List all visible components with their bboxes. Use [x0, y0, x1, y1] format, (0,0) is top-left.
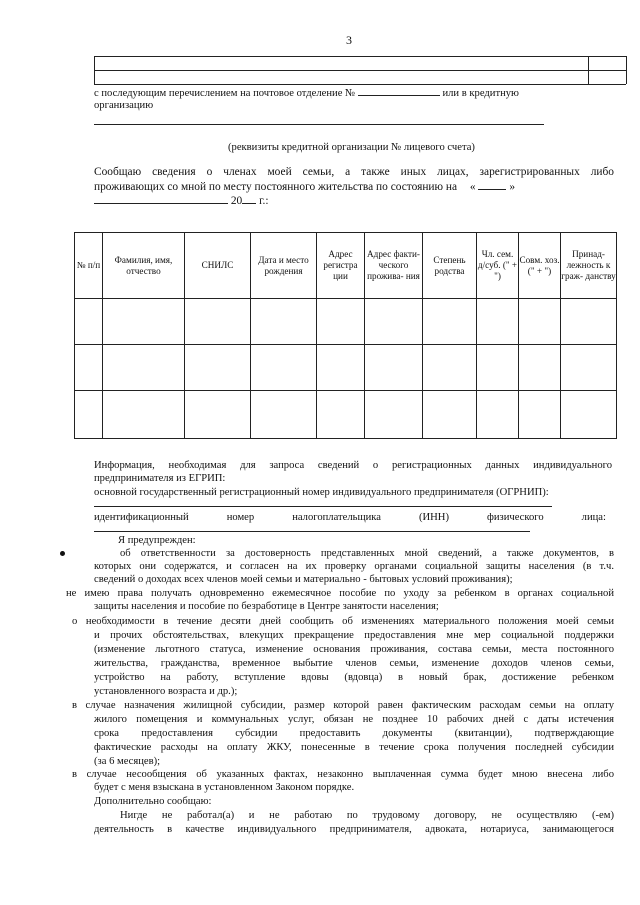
table-cell[interactable] [365, 345, 423, 391]
table-cell[interactable] [75, 299, 103, 345]
warning-item-1-line-3: сведений о доходах всех членов моей семьи и материально - бытовых условий проживания); [94, 574, 513, 585]
header-cell: Фамилия, имя, отчество [103, 233, 185, 299]
table-cell[interactable] [251, 299, 317, 345]
table-cell[interactable] [519, 391, 561, 439]
table-cell[interactable] [423, 345, 477, 391]
warning-item-3-line-5: устройство на работу, вступление вдовы (вдовца) в новый брак, достижение ребенком [94, 672, 614, 683]
table-cell[interactable] [365, 391, 423, 439]
ogrnip-blank[interactable] [94, 506, 552, 507]
warning-item-2-line-1: не имею права получать одновременно ежемесячное пособие по уходу за ребенком в органах социальной [66, 588, 614, 599]
warning-item-3-line-1: о необходимости в течение десяти дней сообщить об изменениях материального положения моей семьи [72, 616, 614, 627]
egrip-line-2: предпринимателя из ЕГРИП: [94, 473, 226, 484]
warning-item-2-line-2: защиты населения и пособие по безработице в Центре занятости населения; [94, 601, 439, 612]
credit-org-blank[interactable] [94, 124, 544, 125]
header-cell: Чл. сем. д/суб. (" + ") [477, 233, 519, 299]
header-cell: Принад- лежность к граж- данству [561, 233, 617, 299]
table-cell[interactable] [423, 391, 477, 439]
warning-heading: Я предупрежден: [118, 535, 196, 546]
warning-item-5-line-2: будет с меня взыскана в установленном Законом порядке. [94, 782, 355, 793]
additional-heading: Дополнительно сообщаю: [94, 796, 212, 807]
table-row [75, 345, 617, 391]
table-cell[interactable] [75, 345, 103, 391]
postal-line-1: с последующим перечислением на почтовое отделение № или в кредитную [94, 88, 519, 99]
intro-line-2: проживающих со мной по месту постоянного жительства по состоянию на « » [94, 181, 516, 193]
table-cell[interactable] [75, 391, 103, 439]
warning-item-4-line-2: жилого помещения и коммунальных услуг, обязан не позднее 10 рабочих дней с даты истечения [94, 714, 614, 725]
final-line-1: Нигде не работал(а) и не работаю по трудовому договору, не осуществляю (-ем) [120, 810, 614, 821]
table-cell[interactable] [365, 299, 423, 345]
table-cell[interactable] [103, 391, 185, 439]
intro-line-3: 20 г.: [94, 194, 269, 208]
warning-item-4-line-5: (за 6 месяцев); [94, 756, 161, 767]
date-year-blank[interactable] [242, 194, 256, 204]
warning-item-3-line-4: жительства, гражданства, временное выбытие членов семьи, изменение доходов членов семьи, [94, 658, 614, 669]
header-cell: Дата и место рождения [251, 233, 317, 299]
date-day-blank[interactable] [478, 180, 506, 190]
warning-item-1-line-2: которых они содержатся, и согласен на их проверку органами социальной защиты населения (в т.ч. [94, 561, 614, 572]
page-number: 3 [346, 33, 352, 47]
table-cell[interactable] [519, 299, 561, 345]
header-cell: СНИЛС [185, 233, 251, 299]
warning-item-3-line-2: и прочих обстоятельствах, влекущих прекращение предоставления мне мер социальной поддержки [94, 630, 614, 641]
table-cell[interactable] [251, 345, 317, 391]
table-cell[interactable] [477, 299, 519, 345]
table-cell[interactable] [317, 391, 365, 439]
warning-item-4-line-3: срока предоставления субсидии предоставить документы (квитанции), подтверждающие [94, 728, 614, 739]
header-cell: Адрес регистра ции [317, 233, 365, 299]
warning-item-1-line-1: об ответственности за достоверность представленных мной сведений, а также документов, в [120, 548, 614, 559]
warning-item-3-line-3: (изменение льготного статуса, изменение основания проживания, состава семьи, места постоянного [94, 644, 614, 655]
header-cell: № п/п [75, 233, 103, 299]
warning-item-4-line-1: в случае назначения жилищной субсидии, размер которой равен фактическим расходам семьи на оплату [72, 700, 614, 711]
table-cell[interactable] [561, 391, 617, 439]
egrip-line-3: основной государственный регистрационный номер индивидуального предпринимателя (ОГРНИП): [94, 487, 549, 498]
table-cell[interactable] [317, 299, 365, 345]
table-row [75, 391, 617, 439]
egrip-line-1: Информация, необходимая для запроса сведений о регистрационных данных индивидуального [94, 460, 612, 471]
family-members-table [74, 232, 617, 439]
inn-blank[interactable] [94, 531, 530, 532]
warning-item-4-line-4: фактические расходы на оплату ЖКУ, понесенные в течение срока получения последней субсидии [94, 742, 614, 753]
bullet-icon [60, 551, 65, 556]
table-cell[interactable] [185, 391, 251, 439]
postal-office-blank[interactable] [358, 86, 440, 96]
table-cell[interactable] [561, 299, 617, 345]
table-cell[interactable] [477, 345, 519, 391]
table-cell[interactable] [477, 391, 519, 439]
table-cell[interactable] [185, 345, 251, 391]
warning-item-5-line-1: в случае несообщения об указанных фактах, незаконно выплаченная сумма будет мною внесена либо [72, 769, 614, 780]
table-cell[interactable] [561, 345, 617, 391]
date-month-blank[interactable] [94, 194, 228, 204]
table-cell[interactable] [185, 299, 251, 345]
postal-line-2: организацию [94, 100, 154, 111]
header-cell: Совм. хоз. (" + ") [519, 233, 561, 299]
header-cell: Степень родства [423, 233, 477, 299]
table-header-row [75, 233, 617, 299]
final-line-2: деятельность в качестве индивидуального предпринимателя, адвоката, нотариуса, занимающегося [94, 824, 614, 835]
table-cell[interactable] [423, 299, 477, 345]
credit-org-caption: (реквизиты кредитной организации № лицевого счета) [228, 142, 475, 153]
table-cell[interactable] [251, 391, 317, 439]
intro-line-1: Сообщаю сведения о членах моей семьи, а также иных лицах, зарегистрированных либо [94, 166, 614, 178]
table-cell[interactable] [103, 299, 185, 345]
table-cell[interactable] [317, 345, 365, 391]
table-row [75, 299, 617, 345]
inn-line: идентификационный номер налогоплательщика (ИНН) физического лица: [94, 512, 606, 523]
header-cell: Адрес факти- ческого прожива- ния [365, 233, 423, 299]
warning-item-3-line-6: установленного возраста и др.); [94, 686, 238, 697]
table-cell[interactable] [103, 345, 185, 391]
table-cell[interactable] [519, 345, 561, 391]
